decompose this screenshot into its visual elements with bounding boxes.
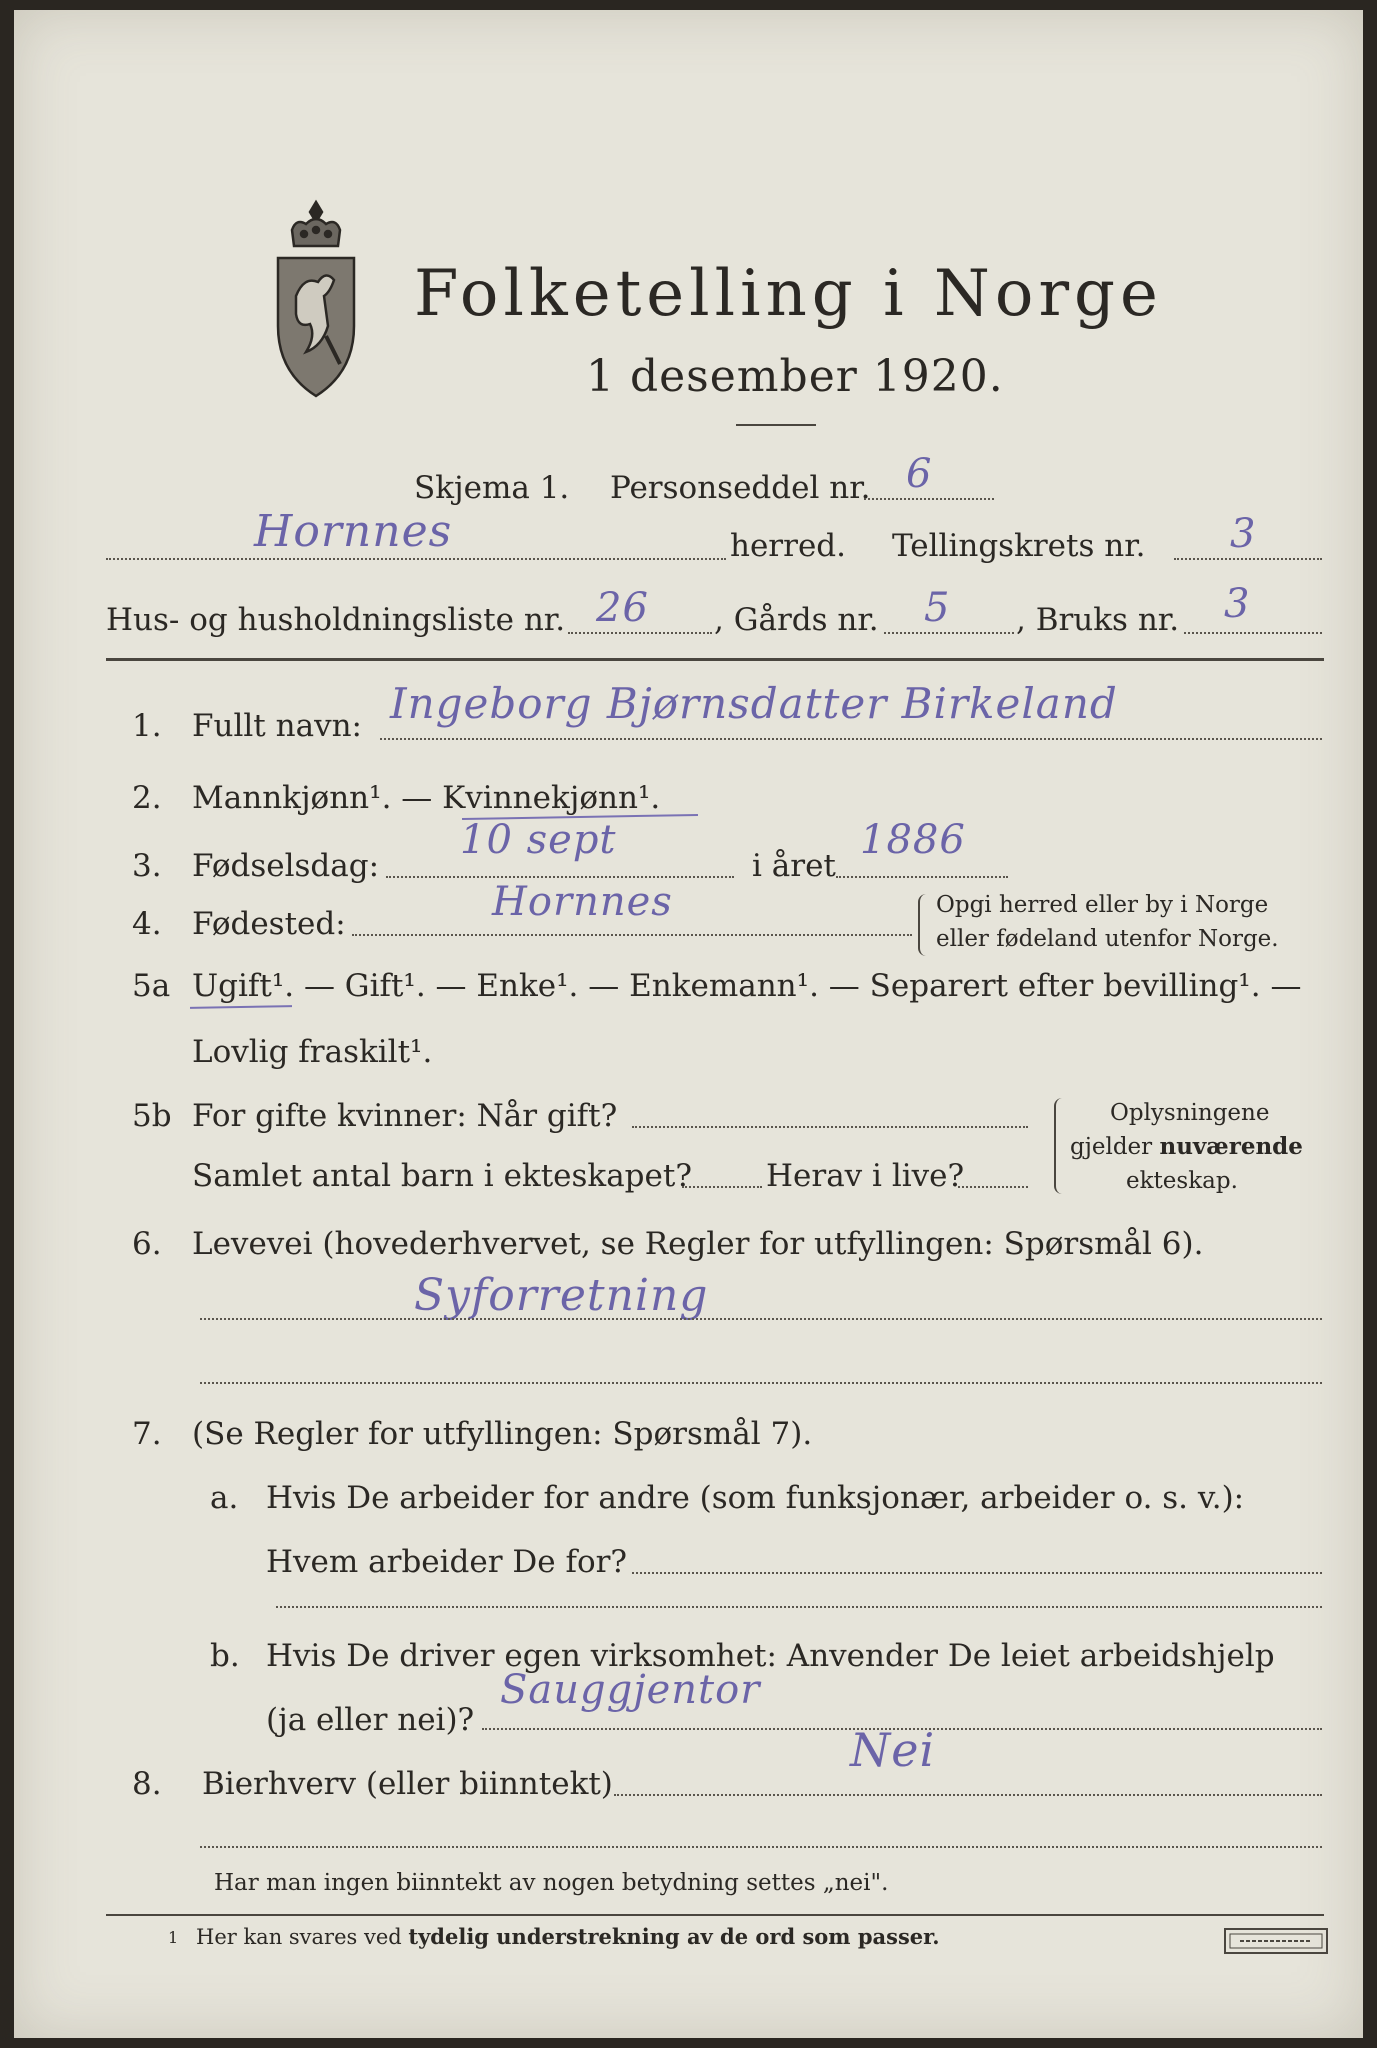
personseddel-label: Personseddel nr. bbox=[610, 470, 871, 506]
q3-year-line bbox=[836, 876, 1008, 878]
form-title: Folketelling i Norge bbox=[414, 257, 1163, 331]
q4-label: Fødested: bbox=[192, 906, 346, 942]
q5b-note-2a: gjelder bbox=[1070, 1134, 1160, 1160]
gards-label: , Gårds nr. bbox=[714, 602, 879, 638]
q6-line-1 bbox=[200, 1318, 1322, 1320]
q7b-line1: Hvis De driver egen virksomhet: Anvender De leiet arbeidshjelp bbox=[266, 1638, 1275, 1674]
q7b-value: Sauggjentor bbox=[500, 1667, 761, 1713]
q5a-line1: Ugift¹. — Gift¹. — Enke¹. — Enkemann¹. — Separert efter bevilling¹. — bbox=[192, 968, 1302, 1004]
q8-line bbox=[614, 1794, 1322, 1796]
q1-label: Fullt navn: bbox=[192, 708, 362, 744]
bruks-label: , Bruks nr. bbox=[1016, 602, 1180, 638]
tellingskrets-label: Tellingskrets nr. bbox=[892, 528, 1146, 564]
q7a-line-1 bbox=[632, 1572, 1322, 1574]
footer-rule bbox=[106, 1914, 1324, 1916]
q3-value: 10 sept bbox=[460, 817, 617, 863]
q5b-line1: For gifte kvinner: Når gift? bbox=[192, 1098, 618, 1134]
husholdning-line bbox=[568, 632, 712, 634]
q5b-children-line bbox=[682, 1186, 762, 1188]
q4-number: 4. bbox=[132, 906, 162, 942]
tellingskrets-value: 3 bbox=[1230, 511, 1257, 557]
q8-number: 8. bbox=[132, 1766, 162, 1802]
q1-value: Ingeborg Bjørnsdatter Birkeland bbox=[390, 679, 1118, 728]
q3-year-value: 1886 bbox=[860, 817, 966, 863]
personseddel-value: 6 bbox=[906, 451, 933, 497]
q5b-note-2b: nuværende bbox=[1159, 1133, 1303, 1160]
q5b-alive-line bbox=[958, 1186, 1028, 1188]
herred-value: Hornnes bbox=[254, 506, 453, 557]
q1-line bbox=[380, 738, 1322, 740]
q8-line-2 bbox=[200, 1846, 1322, 1848]
q4-brace bbox=[918, 894, 928, 956]
herred-label: herred. bbox=[730, 528, 846, 564]
q4-note-2: eller fødeland utenfor Norge. bbox=[936, 926, 1279, 952]
footnote-text-a: Her kan svares ved bbox=[196, 1925, 409, 1949]
q7a-line-2 bbox=[276, 1606, 1322, 1608]
q5a-answer-underline bbox=[190, 1005, 292, 1009]
gards-line bbox=[884, 632, 1014, 634]
q6-line-2 bbox=[200, 1382, 1322, 1384]
q5b-note-3: ekteskap. bbox=[1126, 1168, 1238, 1194]
title-divider bbox=[736, 424, 816, 426]
q4-line bbox=[352, 934, 912, 936]
q6-value: Syforretning bbox=[414, 1270, 709, 1321]
printer-stamp-icon bbox=[1224, 1928, 1328, 1954]
schema-label: Skjema 1. bbox=[414, 470, 570, 506]
q4-value: Hornnes bbox=[492, 879, 673, 925]
q8-value: Nei bbox=[850, 1723, 936, 1777]
personseddel-line bbox=[864, 498, 994, 500]
q1-number: 1. bbox=[132, 708, 162, 744]
footer-note: Har man ingen biinntekt av nogen betydning settes „nei". bbox=[214, 1870, 889, 1896]
q7b-line2: (ja eller nei)? bbox=[266, 1702, 475, 1738]
header-rule bbox=[106, 658, 1324, 661]
q2-number: 2. bbox=[132, 780, 162, 816]
q7-label: (Se Regler for utfyllingen: Spørsmål 7). bbox=[192, 1416, 813, 1452]
q6-label: Levevei (hovederhvervet, se Regler for utfyllingen: Spørsmål 6). bbox=[192, 1226, 1204, 1262]
q8-label: Bierhverv (eller biinntekt) bbox=[202, 1766, 613, 1802]
q7a-line1: Hvis De arbeider for andre (som funksjonær, arbeider o. s. v.): bbox=[266, 1480, 1245, 1516]
census-date: 1 desember 1920. bbox=[586, 351, 1004, 402]
q5b-married-line bbox=[632, 1126, 1028, 1128]
q7-number: 7. bbox=[132, 1416, 162, 1452]
q5b-note-1: Oplysningene bbox=[1110, 1100, 1270, 1126]
q5b-line2b: Herav i live? bbox=[766, 1158, 965, 1194]
q7b-number: b. bbox=[210, 1638, 240, 1674]
q5a-number: 5a bbox=[132, 968, 171, 1004]
q5b-brace bbox=[1054, 1098, 1064, 1194]
q3-label: Fødselsdag: bbox=[192, 848, 380, 884]
footnote-mark: 1 bbox=[168, 1928, 179, 1947]
bruks-line bbox=[1184, 632, 1322, 634]
q7a-number: a. bbox=[210, 1480, 239, 1516]
q3-number: 3. bbox=[132, 848, 162, 884]
tellingskrets-line bbox=[1174, 558, 1322, 560]
husholdning-value: 26 bbox=[596, 585, 649, 631]
q4-note-1: Opgi herred eller by i Norge bbox=[936, 892, 1269, 918]
footnote-text-b: tydelig understrekning av de ord som passer. bbox=[408, 1924, 940, 1949]
q5b-number: 5b bbox=[132, 1098, 172, 1134]
gards-value: 5 bbox=[924, 585, 951, 631]
coat-of-arms-icon bbox=[266, 196, 366, 416]
q6-number: 6. bbox=[132, 1226, 162, 1262]
husholdning-label: Hus- og husholdningsliste nr. bbox=[106, 602, 566, 638]
q7a-line2: Hvem arbeider De for? bbox=[266, 1544, 628, 1580]
q5b-line2: Samlet antal barn i ekteskapet? bbox=[192, 1158, 692, 1194]
bruks-value: 3 bbox=[1224, 581, 1251, 627]
census-form bbox=[14, 10, 1363, 2038]
herred-line bbox=[106, 558, 726, 560]
q2-label: Mannkjønn¹. — Kvinnekjønn¹. bbox=[192, 780, 661, 816]
q3-year-label: i året bbox=[752, 848, 836, 884]
q5a-line2: Lovlig fraskilt¹. bbox=[192, 1034, 433, 1070]
